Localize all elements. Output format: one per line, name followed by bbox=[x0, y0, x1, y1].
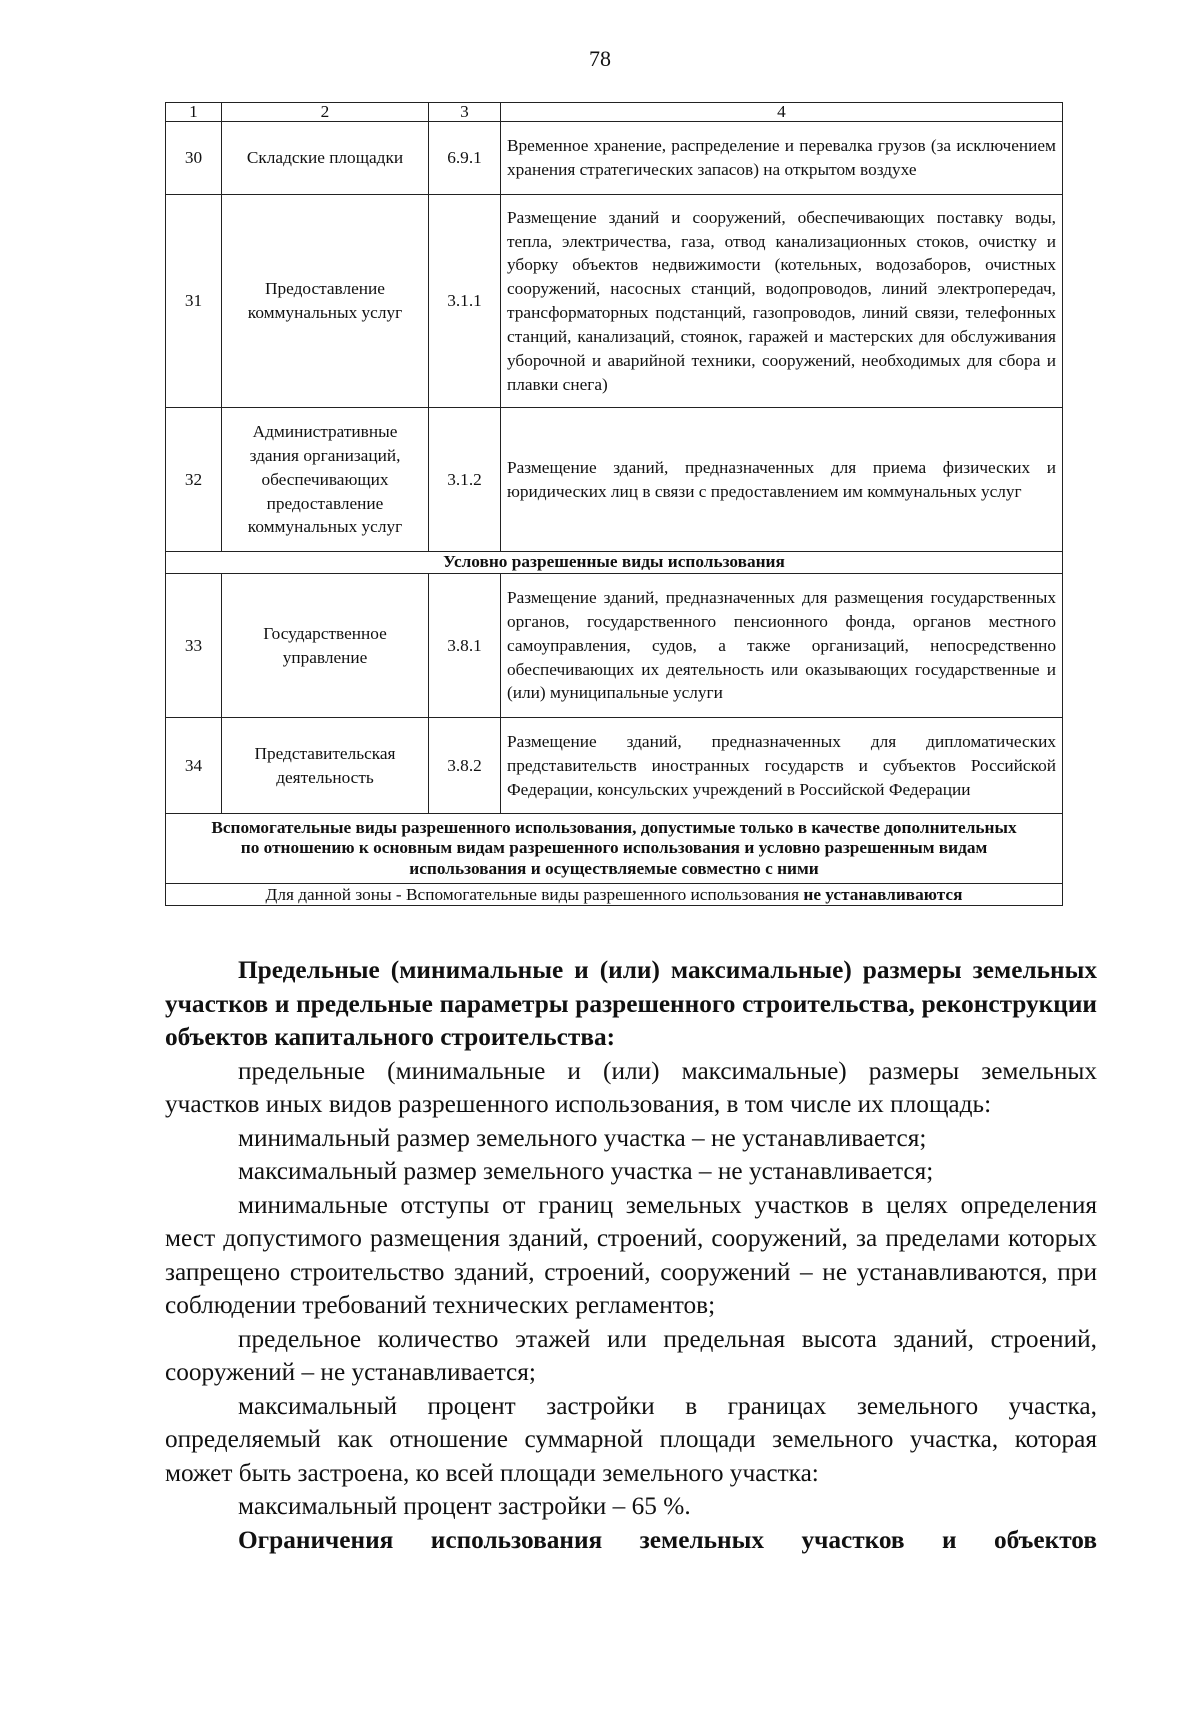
paragraph: минимальный размер земельного участка – не устанавливается; bbox=[238, 1123, 927, 1152]
table-row bbox=[166, 574, 1063, 718]
permitted-use-table bbox=[165, 102, 1063, 906]
note-row bbox=[166, 884, 1063, 906]
section-conditional-title: Условно разрешенные виды использования bbox=[166, 552, 1063, 574]
table-header-row bbox=[166, 103, 1063, 122]
row-number: 33 bbox=[166, 574, 222, 718]
section-row bbox=[166, 814, 1063, 884]
use-description: Размещение зданий и сооружений, обеспечивающих поставку воды, тепла, электричества, газа, отвод канализационных стоков, очистку и уборку объектов недвижимости (котельных, водозаборов, очистных сооружений, насосных станций, водопроводов, линий электропередач, трансформаторных подстанций, газопроводов, линий связи, телефонных станций, канализаций, стоянок, гаражей и мастерских для обслуживания уборочной и аварийной техники, сооружений, необходимых для сбора и плавки снега) bbox=[501, 195, 1063, 408]
paragraph: максимальный процент застройки – 65 %. bbox=[238, 1492, 691, 1520]
use-name: Складские площадки bbox=[222, 122, 429, 195]
row-number: 32 bbox=[166, 408, 222, 552]
paragraph: предельное количество этажей или предельная высота зданий, строений, сооружений – не устанавливается; bbox=[165, 1324, 1097, 1386]
note-emphasis: не устанавливаются bbox=[803, 885, 963, 905]
use-description: Временное хранение, распределение и перевалка грузов (за исключением хранения стратегических запасов) на открытом воздухе bbox=[501, 122, 1063, 195]
use-code: 3.8.2 bbox=[429, 718, 501, 814]
parameters-section bbox=[165, 954, 1097, 1557]
header-cell: 2 bbox=[222, 103, 429, 122]
header-cell: 4 bbox=[501, 103, 1063, 122]
table-row bbox=[166, 122, 1063, 195]
auxiliary-note bbox=[166, 884, 1063, 906]
page-number: 78 bbox=[589, 46, 611, 71]
paragraph: максимальный размер земельного участка – не устанавливается; bbox=[238, 1157, 934, 1185]
use-description: Размещение зданий, предназначенных для размещения государственных органов, государственного пенсионного фонда, органов местного самоуправления, судов, а также организаций, непосредственно обеспечивающих их деятельность или оказывающих государственные и (или) муниципальные услуги bbox=[501, 574, 1063, 718]
use-description: Размещение зданий, предназначенных для дипломатических представительств иностранных государств и субъектов Российской Федерации, консульских учреждений в Российской Федерации bbox=[501, 718, 1063, 814]
header-cell: 1 bbox=[166, 103, 222, 122]
paragraph: максимальный процент застройки в границах земельного участка, определяемый как отношение суммарной площади земельного участка, которая может быть застроена, ко всей площади земельного участка: bbox=[165, 1391, 1097, 1487]
use-name: Административные здания организаций, обеспечивающих предоставление коммунальных услуг bbox=[222, 408, 429, 552]
table-row bbox=[166, 408, 1063, 552]
section-row bbox=[166, 552, 1063, 574]
paragraph: минимальные отступы от границ земельных участков в целях определения мест допустимого размещения зданий, строений, сооружений, за пределами которых запрещено строительство зданий, строений, сооружений – не устанавливаются, при соблюдении требований технических регламентов; bbox=[165, 1190, 1097, 1319]
section-heading: Ограничения использования земельных участков и объектов bbox=[238, 1525, 1097, 1554]
row-number: 34 bbox=[166, 718, 222, 814]
use-code: 6.9.1 bbox=[429, 122, 501, 195]
use-description: Размещение зданий, предназначенных для приема физических и юридических лиц в связи с предоставлением им коммунальных услуг bbox=[501, 408, 1063, 552]
section-auxiliary-title: Вспомогательные виды разрешенного использования, допустимые только в качестве дополнительных по отношению к основным видам разрешенного использования и условно разрешенным видам использования и осуществляемые совместно с ними bbox=[166, 814, 1063, 884]
use-code: 3.8.1 bbox=[429, 574, 501, 718]
row-number: 30 bbox=[166, 122, 222, 195]
use-name: Предоставление коммунальных услуг bbox=[222, 195, 429, 408]
use-name: Государственное управление bbox=[222, 574, 429, 718]
row-number: 31 bbox=[166, 195, 222, 408]
table-row bbox=[166, 195, 1063, 408]
section-heading: Предельные (минимальные и (или) максимальные) размеры земельных участков и предельные параметры разрешенного строительства, реконструкции объектов капитального строительства: bbox=[165, 956, 1097, 1051]
paragraph: предельные (минимальные и (или) максимальные) размеры земельных участков иных видов разрешенного использования, в том числе их площадь: bbox=[165, 1056, 1097, 1118]
use-code: 3.1.1 bbox=[429, 195, 501, 408]
table-row bbox=[166, 718, 1063, 814]
header-cell: 3 bbox=[429, 103, 501, 122]
use-code: 3.1.2 bbox=[429, 408, 501, 552]
use-name: Представительская деятельность bbox=[222, 718, 429, 814]
note-text: Для данной зоны - Вспомогательные виды разрешенного использования bbox=[265, 885, 804, 905]
